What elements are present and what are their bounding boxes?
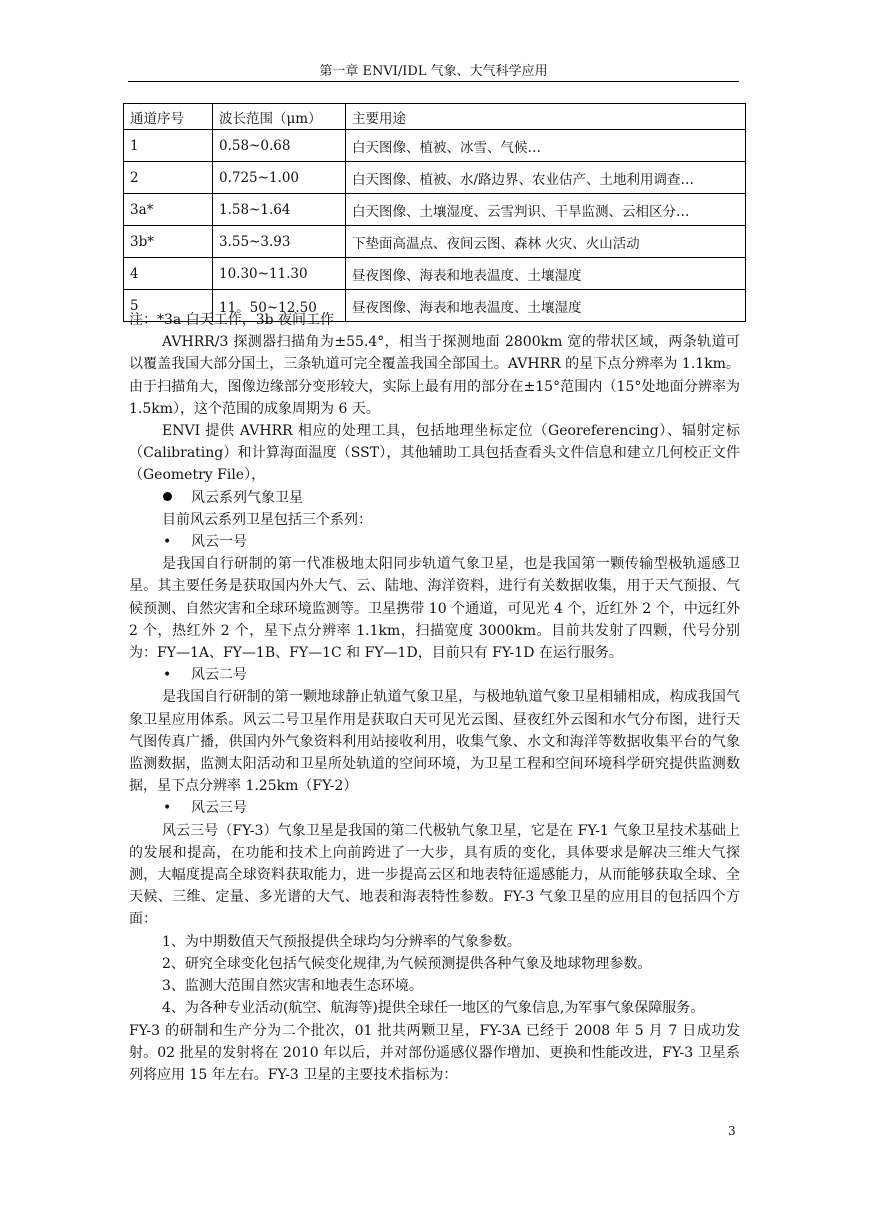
table-cell: 白天图像、植被、冰雪、气候… — [346, 130, 746, 162]
table-cell: 白天图像、土壤湿度、云雪判识、干旱监测、云相区分… — [346, 194, 746, 226]
table-cell: 0.58~0.68 — [213, 130, 346, 162]
page-number: 3 — [728, 1124, 736, 1138]
subsection-heading — [129, 797, 740, 819]
column-header: 主要用途 — [346, 104, 746, 130]
header-rule — [128, 81, 739, 82]
column-header: 波长范围（μm） — [213, 104, 346, 130]
filled-circle-bullet-icon — [163, 492, 172, 501]
section-heading-text: 风云系列气象卫星 — [191, 489, 303, 506]
table-cell: 11。50~12.50 — [213, 290, 346, 322]
paragraph: AVHRR/3 探测器扫描角为±55.4°，相当于探测地面 2800km 宽的带状区域，两条轨道可以覆盖我国大部分国土，三条轨道可完全覆盖我国全部国土。AVHRR 的星下点分辨率为 1.1km。由于扫描角大，图像边缘部分变形较大，实际上最有用的部分在±15°范围内（15°处地面分辨率为 1.5km），这个范围的成象周期为 6 天。 — [129, 334, 740, 417]
column-header: 通道序号 — [124, 104, 213, 130]
table-cell: 昼夜图像、海表和地表温度、土壤湿度 — [346, 290, 746, 322]
section-heading — [129, 487, 740, 509]
subsection-heading-text: 风云二号 — [191, 667, 247, 684]
table-cell: 白天图像、植被、水/路边界、农业估产、土地利用调查… — [346, 162, 746, 194]
table-row — [124, 162, 746, 194]
table-row — [124, 130, 746, 162]
paragraph: 是我国自行研制的第一代准极地太阳同步轨道气象卫星，也是我国第一颗传输型极轨遥感卫星。其主要任务是获取国内外大气、云、陆地、海洋资料，进行有关数据收集，用于天气预报、气候预测、自然灾害和全球环境监测等。卫星携带 10 个通道，可见光 4 个，近红外 2 个，中远红外 2 个，热红外 2 个，星下点分辨率 1.1km，扫描宽度 3000km。目前共发射了四颗，代号分别为：FY—1A、FY—1B、FY—1C 和 FY—1D，目前只有 FY-1D 在运行服务。 — [129, 556, 740, 662]
paragraph: 风云三号（FY-3）气象卫星是我国的第二代极轨气象卫星，它是在 FY-1 气象卫星技术基础上的发展和提高，在功能和技术上向前跨进了一大步，具有质的变化，具体要求是解决三维大气探测，大幅度提高全球资料获取能力，进一步提高云区和地表特征遥感能力，从而能够获取全球、全天候、三维、定量、多光谱的大气、地表和海表特性参数。FY-3 气象卫星的应用目的包括四个方面： — [129, 822, 740, 928]
subsection-heading — [129, 531, 740, 553]
table-cell: 下垫面高温点、夜间云图、森林 火灾、火山活动 — [346, 226, 746, 258]
table-cell: 1.58~1.64 — [213, 194, 346, 226]
subsection-heading-text: 风云一号 — [191, 534, 247, 551]
table-cell: 3.55~3.93 — [213, 226, 346, 258]
table-header-row — [124, 104, 746, 130]
bullet-icon: • — [163, 800, 172, 817]
table-cell: 3b* — [124, 226, 213, 258]
avhrr-channel-table — [123, 103, 746, 322]
table-cell: 10.30~11.30 — [213, 258, 346, 290]
table-cell: 1 — [124, 130, 213, 162]
table-row — [124, 226, 746, 258]
paragraph: 目前风云系列卫星包括三个系列： — [162, 511, 372, 528]
bullet-icon: • — [163, 667, 172, 684]
table-row — [124, 194, 746, 226]
paragraph: 是我国自行研制的第一颗地球静止轨道气象卫星，与极地轨道气象卫星相辅相成，构成我国气象卫星应用体系。风云二号卫星作用是获取白天可见光云图、昼夜红外云图和水气分布图，进行天气图传真广播，供国内外气象资料利用站接收利用，收集气象、水文和海洋等数据收集平台的气象监测数据，监测太阳活动和卫星所处轨道的空间环境，为卫星工程和空间环境科学研究提供监测数据，星下点分辨率 1.25km（FY-2） — [129, 689, 740, 795]
paragraph: ENVI 提供 AVHRR 相应的处理工具，包括地理坐标定位（Georeferencing）、辐射定标（Calibrating）和计算海面温度（SST），其他辅助工具包括查看头文件信息和建立几何校正文件（Geometry File）， — [129, 423, 740, 484]
table-cell: 5 — [124, 290, 213, 322]
subsection-heading-text: 风云三号 — [191, 800, 247, 817]
paragraph: FY-3 的研制和生产分为二个批次，01 批共两颗卫星，FY-3A 已经于 2008 年 5 月 7 日成功发射。02 批星的发射将在 2010 年以后，并对部份遥感仪器作增加、更换和性能改进，FY-3 卫星系列将应用 15 年左右。FY-3 卫星的主要技术指标为： — [129, 1022, 740, 1083]
table-row — [124, 258, 746, 290]
table-cell: 昼夜图像、海表和地表温度、土壤湿度 — [346, 258, 746, 290]
list-item: 3、监测大范围自然灾害和地表生态环境。 — [162, 978, 423, 995]
table-cell: 3a* — [124, 194, 213, 226]
subsection-heading — [129, 664, 740, 686]
table-cell: 0.725~1.00 — [213, 162, 346, 194]
table-cell: 4 — [124, 258, 213, 290]
list-item: 4、为各种专业活动(航空、航海等)提供全球任一地区的气象信息,为军事气象保障服务。 — [162, 1000, 705, 1017]
list-item: 1、为中期数值天气预报提供全球均匀分辨率的气象参数。 — [162, 933, 521, 950]
table-cell: 2 — [124, 162, 213, 194]
running-header: 第一章 ENVI/IDL 气象、大气科学应用 — [319, 64, 548, 79]
bullet-icon: • — [163, 534, 172, 551]
body-text — [129, 309, 740, 1086]
table-note: 注：*3a 白天工作，3b 夜间工作 — [129, 312, 335, 328]
list-item: 2、研究全球变化包括气候变化规律,为气候预测提供各种气象及地球物理参数。 — [162, 955, 652, 972]
